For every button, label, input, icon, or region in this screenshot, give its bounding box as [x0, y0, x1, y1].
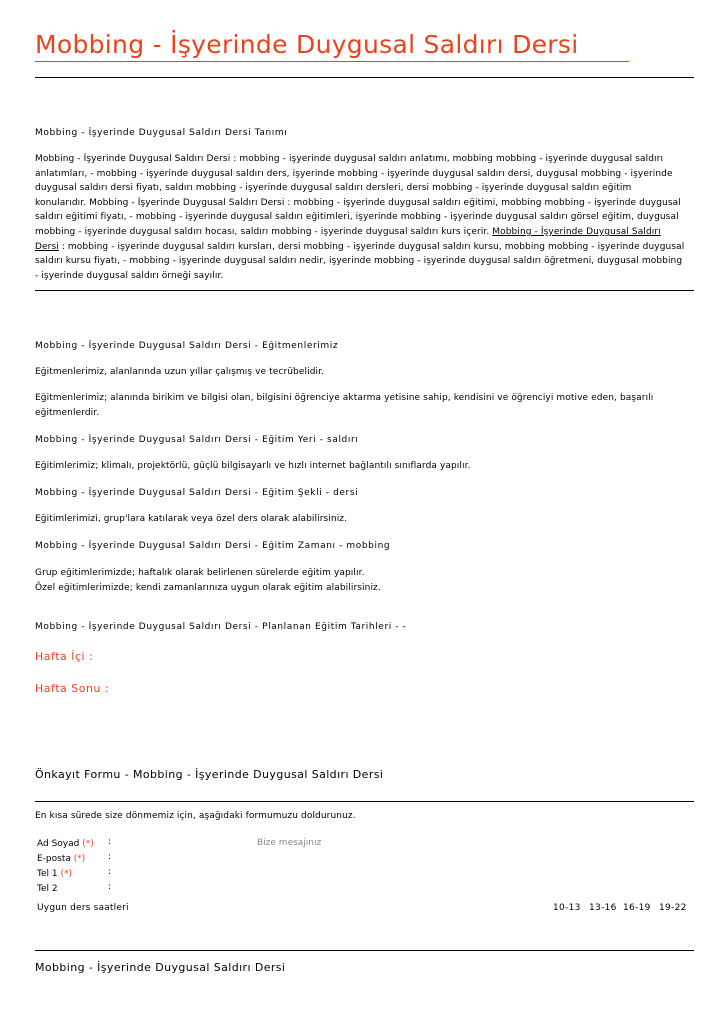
definition-line-text: : mobbing - işyerinde duygusal saldırı kursları, dersi mobbing - işyerinde duygusal saldırı kursu, mobbing mobbing - işyerinde duygusal [58, 241, 685, 252]
definition-line: - işyerinde duygusal saldırı örneği sayılır. [35, 270, 224, 281]
preregistration-intro: En kısa sürede size dönmemiz için, aşağıdaki formumuzu doldurunuz. [35, 811, 356, 821]
divider [35, 77, 694, 78]
field-colon: : [108, 882, 112, 892]
teachers-text-2 [35, 391, 695, 420]
section-heading-teachers: Mobbing - İşyerinde Duygusal Saldırı Dersi - Eğitmenlerimiz [35, 341, 339, 351]
required-marker: (*) [82, 839, 94, 849]
time-text [35, 566, 695, 595]
teachers-line: eğitmenlerdir. [35, 407, 100, 418]
hours-label: Uygun ders saatleri [37, 903, 129, 913]
definition-line [35, 240, 695, 255]
hours-option[interactable]: 13-16 [589, 903, 617, 913]
section-heading-form: Mobbing - İşyerinde Duygusal Saldırı Dersi - Eğitim Şekli - dersi [35, 488, 359, 498]
field-label: Tel 1 [37, 869, 58, 879]
section-heading-definition: Mobbing - İşyerinde Duygusal Saldırı Dersi Tanımı [35, 128, 288, 138]
definition-line-text: mobbing - işyerinde duygusal saldırı hocası, saldırı mobbing - işyerinde duygusal saldırı kurs içerir. [35, 226, 493, 237]
field-label: E-posta [37, 854, 71, 864]
divider [35, 290, 694, 291]
section-heading-time: Mobbing - İşyerinde Duygusal Saldırı Dersi - Eğitim Zamanı - mobbing [35, 541, 391, 551]
definition-line: anlatımları, - mobbing - işyerinde duygusal saldırı ders, işyerinde mobbing - işyerinde duygusal saldırı dersi, duygusal mobbing - işyerinde [35, 168, 673, 179]
form-label-phone-1 [37, 867, 72, 881]
definition-line: duygusal saldırı dersi fiyatı, saldırı mobbing - işyerinde duygusal saldırı dersleri, dersi mobbing - işyerinde duygusal saldırı eğitim [35, 183, 632, 194]
time-line: Özel eğitimlerimizde; kendi zamanlarınıza uygun olarak eğitim alabilirsiniz. [35, 582, 381, 593]
form-label-email [37, 852, 85, 866]
section-heading-dates: Mobbing - İşyerinde Duygusal Saldırı Dersi - Planlanan Eğitim Tarihleri - - [35, 622, 407, 632]
teachers-text-1: Eğitmenlerimiz, alanlarında uzun yıllar çalışmış ve tecrübelidir. [35, 367, 325, 377]
hours-option[interactable]: 16-19 [623, 903, 651, 913]
form-text: Eğitimlerimizi, grup'lara katılarak veya özel ders olarak alabilirsiniz. [35, 514, 348, 524]
form-label-name [37, 837, 94, 851]
definition-line: saldırı eğitimi fiyatı, - mobbing - işyerinde duygusal saldırı eğitimleri, işyerinde mobbing - işyerinde duygusal saldırı görsel eğitim, duygusal [35, 212, 679, 223]
hours-option[interactable]: 19-22 [659, 903, 687, 913]
teachers-line: Eğitmenlerimiz; alanında birikim ve bilgisi olan, bilgisini öğrenciye aktarma yetisine sahip, kendisini ve öğrenciyi motive eden, başarılı [35, 393, 654, 403]
field-label: Tel 2 [37, 884, 58, 894]
required-marker: (*) [73, 854, 86, 864]
course-link[interactable]: Mobbing - İşyerinde Duygusal Saldırı [492, 226, 661, 237]
field-colon: : [108, 837, 112, 847]
course-link-continued[interactable]: Dersi [35, 241, 59, 252]
divider [35, 950, 694, 951]
section-heading-place: Mobbing - İşyerinde Duygusal Saldırı Dersi - Eğitim Yeri - saldırı [35, 435, 359, 445]
time-line: Grup eğitimlerimizde; haftalık olarak belirlenen sürelerde eğitim yapılır. [35, 568, 365, 578]
preregistration-heading: Önkayıt Formu - Mobbing - İşyerinde Duygusal Saldırı Dersi [35, 768, 384, 781]
weekdays-label: Hafta İçi : [35, 650, 94, 663]
definition-line: saldırı kursu fiyatı, - mobbing - işyerinde duygusal saldırı nedir, işyerinde mobbing - işyerinde duygusal saldırı öğretmeni, duygusal mobbing [35, 256, 683, 267]
place-text: Eğitimlerimiz; klimalı, projektörlü, güçlü bilgisayarlı ve hızlı internet bağlantılı sınıflarda yapılır. [35, 461, 471, 471]
definition-line: Mobbing - İşyerinde Duygusal Saldırı Dersi : mobbing - işyerinde duygusal saldırı anlatımı, mobbing mobbing - işyerinde duygusal saldırı [35, 154, 664, 164]
divider [35, 801, 694, 802]
message-field[interactable]: Bize mesajınız [257, 838, 322, 848]
page-title: Mobbing - İşyerinde Duygusal Saldırı Dersi [35, 30, 579, 59]
form-label-phone-2 [37, 882, 58, 896]
definition-paragraph [35, 152, 695, 283]
footer-title: Mobbing - İşyerinde Duygusal Saldırı Dersi [35, 961, 286, 974]
title-underline [35, 61, 629, 62]
field-colon: : [108, 852, 112, 862]
definition-line: konularıdır. Mobbing - İşyerinde Duygusal Saldırı Dersi : mobbing - işyerinde duygusal saldırı eğitimi, mobbing mobbing - işyerinde duygusal [35, 197, 681, 208]
field-colon: : [108, 867, 112, 877]
required-marker: (*) [60, 869, 72, 879]
definition-line [35, 225, 695, 240]
field-label: Ad Soyad [37, 839, 80, 849]
weekend-label: Hafta Sonu : [35, 682, 110, 695]
hours-option[interactable]: 10-13 [553, 903, 581, 913]
